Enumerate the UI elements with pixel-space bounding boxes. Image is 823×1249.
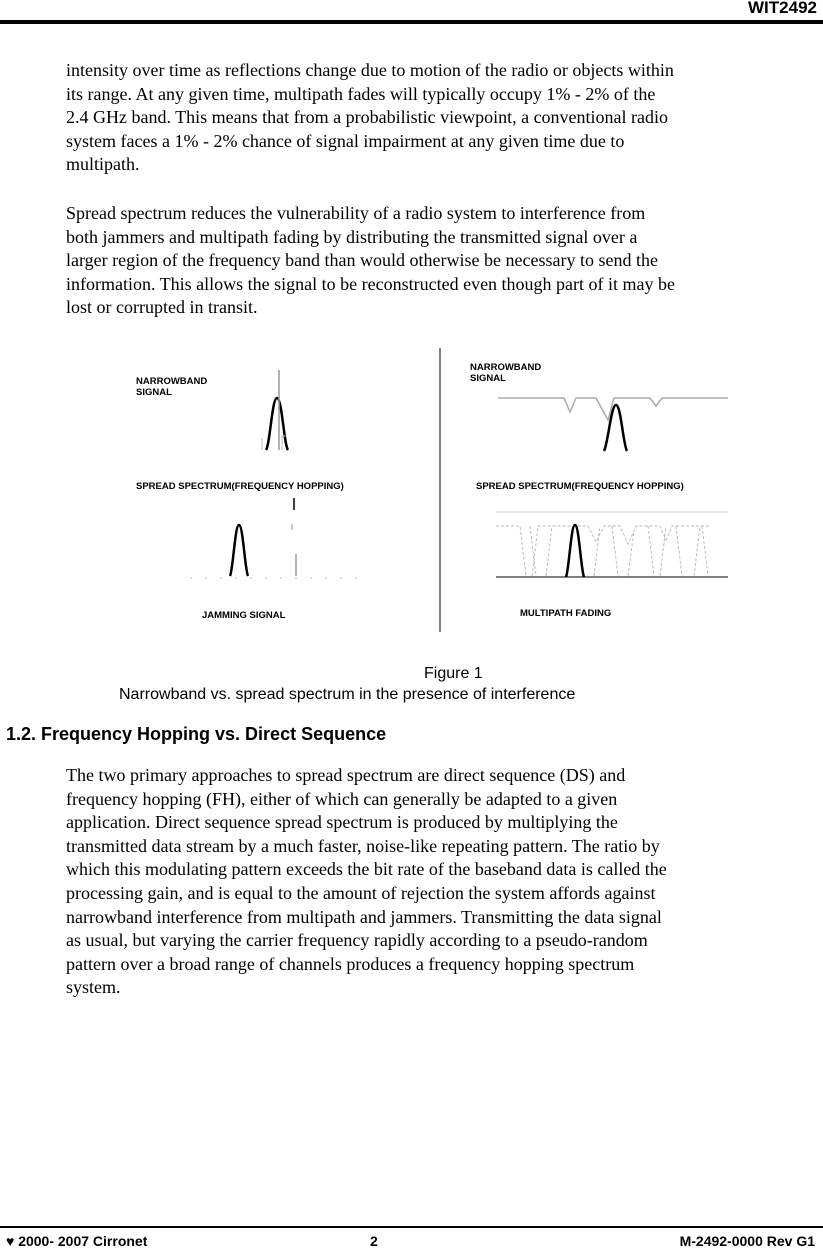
document-id: WIT2492 [748, 0, 817, 17]
right-bottom-label: MULTIPATH FADING [520, 608, 612, 619]
right-signal-label: SIGNAL [470, 373, 506, 384]
footer-page-number: 2 [370, 1233, 378, 1249]
paragraph-line: Spread spectrum reduces the vulnerability of a radio system to interference from [66, 203, 646, 223]
figure-1-diagram [0, 340, 823, 640]
hopping-peak [230, 525, 248, 576]
paragraph-line: as usual, but varying the carrier frequency rapidly according to a pseudo-random [66, 930, 648, 951]
paragraph-line: which this modulating pattern exceeds the bit rate of the baseband data is called the [66, 859, 667, 880]
narrowband-peak [266, 398, 288, 450]
paragraph-line: its range. At any given time, multipath fades will typically occupy 1% - 2% of the [66, 83, 656, 104]
intro-paragraph [66, 59, 778, 177]
left-signal-label: SIGNAL [136, 387, 172, 398]
right-spread-label: SPREAD SPECTRUM(FREQUENCY HOPPING) [476, 481, 684, 492]
paragraph-line: information. This allows the signal to be reconstructed even though part of it may be [66, 273, 676, 294]
left-bottom-label: JAMMING SIGNAL [202, 610, 286, 621]
jamming-panel [136, 370, 362, 621]
paragraph-line: multipath. [66, 154, 140, 175]
paragraph-line: narrowband interference from multipath and jammers. Transmitting the data signal [66, 906, 662, 927]
right-narrowband-label: NARROWBAND [470, 362, 542, 373]
left-spread-label: SPREAD SPECTRUM(FREQUENCY HOPPING) [136, 481, 344, 492]
footer-revision: M-2492-0000 Rev G1 [679, 1233, 815, 1249]
header-rule [0, 20, 823, 24]
paragraph-line: both jammers and multipath fading by distributing the transmitted signal over a [66, 226, 638, 247]
footer-copyright: ♥ 2000- 2007 Cirronet [6, 1233, 148, 1249]
section-heading: 1.2. Frequency Hopping vs. Direct Sequence [6, 724, 387, 744]
fading-channels [496, 526, 710, 576]
figure-number: Figure 1 [424, 665, 483, 682]
spread-spectrum-paragraph [66, 202, 778, 320]
paragraph-line: transmitted data stream by a much faster, noise-like repeating pattern. The ratio by [66, 835, 660, 856]
paragraph-line: lost or corrupted in transit. [66, 297, 258, 318]
paragraph-line: system faces a 1% - 2% chance of signal impairment at any given time due to [66, 130, 625, 151]
paragraph-line: intensity over time as reflections change due to motion of the radio or objects within [66, 60, 674, 80]
paragraph-line: pattern over a broad range of channels produces a frequency hopping spectrum [66, 953, 635, 974]
paragraph-line: frequency hopping (FH), either of which can generally be adapted to a given [66, 788, 618, 809]
paragraph-line: 2.4 GHz band. This means that from a probabilistic viewpoint, a conventional radio [66, 107, 669, 128]
paragraph-line: The two primary approaches to spread spectrum are direct sequence (DS) and [66, 765, 626, 785]
right-narrowband-peak [604, 405, 627, 451]
left-narrowband-label: NARROWBAND [136, 376, 208, 387]
figure-caption: Narrowband vs. spread spectrum in the presence of interference [119, 686, 576, 703]
paragraph-line: larger region of the frequency band than would otherwise be necessary to send the [66, 250, 658, 271]
paragraph-line: processing gain, and is equal to the amount of rejection the system affords against [66, 882, 656, 903]
paragraph-line: application. Direct sequence spread spectrum is produced by multiplying the [66, 812, 618, 833]
paragraph-line: system. [66, 977, 121, 998]
footer-rule [0, 1226, 823, 1228]
hopping-peak-right [566, 525, 584, 577]
fh-ds-paragraph [66, 764, 778, 1000]
multipath-panel [470, 362, 728, 619]
